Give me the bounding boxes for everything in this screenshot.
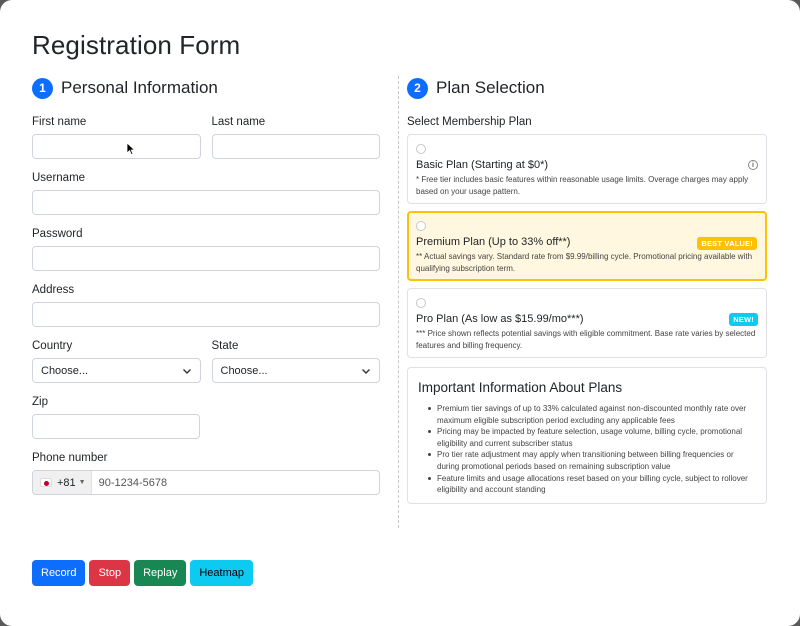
membership-plan-label: Select Membership Plan	[407, 116, 532, 128]
username-label: Username	[32, 172, 86, 184]
plan-info-box	[407, 367, 767, 504]
plan-name: Premium Plan (Up to 33% off**)	[416, 236, 571, 248]
plan-radio-pro[interactable]	[416, 298, 426, 308]
phone-input[interactable]	[32, 470, 380, 495]
country-select[interactable]	[32, 358, 201, 383]
plan-radio-premium[interactable]	[416, 221, 426, 231]
plan-description: * Free tier includes basic features within reasonable usage limits. Overage charges may apply based on your usage pattern.	[416, 175, 749, 196]
plan-description: *** Price shown reflects potential savings with eligible commitment. Base rate varies by selected features and billing frequency.	[416, 329, 756, 350]
replay-button[interactable]: Replay	[134, 560, 186, 586]
plan-option-basic[interactable]	[407, 134, 767, 204]
caret-down-icon: ▼	[78, 479, 86, 486]
plan-name: Pro Plan (As low as $15.99/mo***)	[416, 313, 584, 325]
page-title: Registration Form	[32, 30, 241, 60]
plan-selection-title: Plan Selection	[436, 78, 545, 97]
stop-button[interactable]: Stop	[89, 560, 130, 586]
zip-input[interactable]	[32, 414, 200, 439]
password-input[interactable]	[32, 246, 380, 271]
plan-radio-basic[interactable]	[416, 144, 426, 154]
address-input[interactable]	[32, 302, 380, 327]
recording-toolbar	[32, 560, 253, 586]
plan-option-pro[interactable]	[407, 288, 767, 358]
list-item: Feature limits and usage allocations reset based on your billing cycle, subject to rollover eligibility and account standing	[428, 473, 756, 496]
plan-selection-header	[407, 76, 767, 100]
best-value-badge: BEST VALUE!	[697, 237, 757, 250]
dial-code: +81	[57, 476, 76, 489]
personal-info-title: Personal Information	[61, 78, 218, 97]
info-icon[interactable]: i	[748, 160, 758, 170]
mouse-cursor-icon	[126, 142, 136, 156]
state-select[interactable]	[212, 358, 381, 383]
chevron-down-icon	[182, 366, 192, 376]
country-code-dropdown[interactable]	[33, 471, 92, 494]
zip-label: Zip	[32, 396, 48, 408]
first-name-input[interactable]	[32, 134, 201, 159]
address-label: Address	[32, 284, 75, 296]
step-badge-2: 2	[407, 78, 428, 99]
country-label: Country	[32, 340, 73, 352]
list-item: Pricing may be impacted by feature selection, usage volume, billing cycle, promotional eligibility and current subscriber status	[428, 426, 756, 449]
heatmap-button[interactable]: Heatmap	[190, 560, 253, 586]
plan-info-list	[418, 403, 756, 496]
password-label: Password	[32, 228, 83, 240]
phone-label: Phone number	[32, 452, 108, 464]
plan-selection-section	[407, 76, 767, 504]
japan-flag-icon	[40, 478, 52, 487]
personal-info-header	[32, 76, 380, 100]
plan-option-premium[interactable]	[407, 211, 767, 281]
country-select-value: Choose...	[41, 364, 89, 377]
first-name-label: First name	[32, 116, 87, 128]
chevron-down-icon	[361, 366, 371, 376]
last-name-input[interactable]	[212, 134, 381, 159]
state-select-value: Choose...	[220, 364, 268, 377]
new-badge: NEW!	[729, 313, 758, 326]
column-divider	[398, 76, 399, 528]
username-input[interactable]	[32, 190, 380, 215]
list-item: Pro tier rate adjustment may apply when transitioning between billing frequencies or during promotional periods based on remaining subscription value	[428, 449, 756, 472]
plan-description: ** Actual savings vary. Standard rate from $9.99/billing cycle. Promotional pricing available with qualifying subscription term.	[416, 252, 753, 273]
plan-info-title: Important Information About Plans	[418, 380, 623, 395]
personal-info-section	[32, 76, 380, 508]
phone-number-placeholder: 90-1234-5678	[98, 476, 168, 489]
record-button[interactable]: Record	[32, 560, 85, 586]
plan-name: Basic Plan (Starting at $0*)	[416, 159, 549, 171]
list-item: Premium tier savings of up to 33% calculated against non-discounted monthly rate over maximum eligible subscription period excluding any applicable fees	[428, 403, 756, 426]
last-name-label: Last name	[211, 116, 266, 128]
state-label: State	[211, 340, 239, 352]
step-badge-1: 1	[32, 78, 53, 99]
